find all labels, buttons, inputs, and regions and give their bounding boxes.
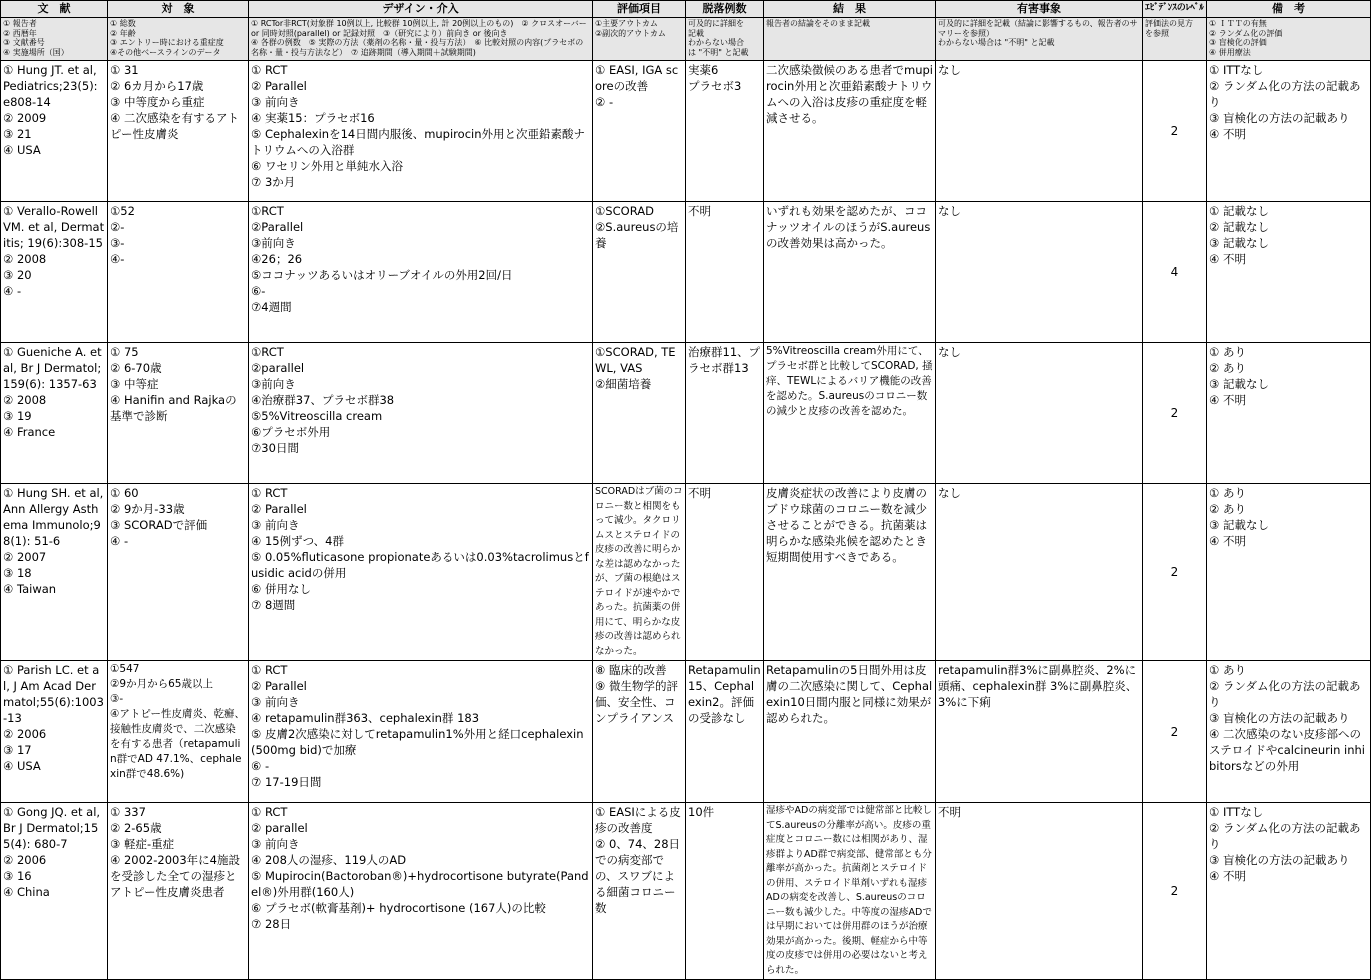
cell-design: [249, 343, 593, 484]
cell-reference-line: ① Gong JQ. et al, Br J Dermatol;155(4): 680-7: [3, 805, 104, 851]
cell-subject-line: ③ 中等症: [110, 377, 159, 391]
cell-design-line: ③ 前向き: [251, 837, 300, 851]
cell-design-line: ③ 前向き: [251, 518, 300, 532]
cell-note: [1207, 803, 1371, 980]
cell-note-line: ③ 記載なし: [1209, 236, 1269, 250]
cell-subject: [108, 484, 249, 661]
cell-level: 2: [1143, 661, 1207, 803]
cell-note-line: ① 記載なし: [1209, 204, 1269, 218]
subheader-line: 評価法の見方: [1145, 19, 1193, 28]
cell-subject: [108, 202, 249, 343]
cell-reference-line: ① Hung JT. et al, Pediatrics;23(5): e808-14: [3, 63, 102, 109]
cell-design-line: ⑥ プラセボ(軟膏基剤)+ hydrocortisone (167人)の比較: [251, 901, 546, 915]
table-row: [1, 343, 1371, 484]
cell-adverse-line: なし: [938, 204, 961, 218]
cell-subject-line: ② 9か月-33歳: [110, 502, 185, 516]
cell-reference-line: ④ USA: [3, 759, 41, 773]
cell-design-line: ⑥ ワセリン外用と単純水入浴: [251, 159, 403, 173]
subheader-note: [1207, 18, 1371, 61]
cell-design-line: ② parallel: [251, 821, 308, 835]
cell-subject: [108, 803, 249, 980]
cell-reference-line: ③ 16: [3, 869, 32, 883]
cell-note: [1207, 61, 1371, 202]
cell-subject-line: ②-: [110, 220, 125, 234]
cell-note-line: ① あり: [1209, 663, 1246, 677]
subheader-line: 記載: [688, 28, 704, 38]
cell-adverse: [936, 343, 1143, 484]
header-dropout: 脱落例数: [686, 1, 764, 18]
cell-design-line: ①RCT: [251, 204, 284, 218]
table-row: [1, 202, 1371, 343]
cell-note-line: ④ 不明: [1209, 252, 1246, 266]
subheader-reference: [1, 18, 108, 61]
cell-note-line: ③ 盲検化の方法の記載あり: [1209, 711, 1350, 725]
cell-level: 4: [1143, 202, 1207, 343]
cell-design-line: ④ 15例ずつ、4群: [251, 534, 344, 548]
subheader-line: ① 報告者: [3, 19, 37, 28]
cell-note-line: ① あり: [1209, 486, 1246, 500]
cell-note-line: ③ 盲検化の方法の記載あり: [1209, 853, 1350, 867]
cell-outcome-line: ② -: [595, 95, 614, 109]
cell-design-line: ⑦30日間: [251, 441, 299, 455]
cell-note-line: ② ランダム化の方法の記載あり: [1209, 821, 1361, 851]
cell-reference-line: ① Verallo-Rowell VM. et al, Dermatitis; 19(6):308-15: [3, 204, 105, 250]
cell-dropout: [686, 803, 764, 980]
cell-design-line: ①RCT: [251, 345, 284, 359]
cell-note: [1207, 661, 1371, 803]
header-note: 備 考: [1207, 1, 1371, 18]
subheader-line: ① RCTor非RCT(対象群 10例以上, 比較群 10例以上, 計 20例以上のもの) ② クロスオーバー or 同時対照(parallel) or 記録対照 ③（研究により）前向き or 後向き: [251, 19, 590, 38]
cell-reference-line: ④ China: [3, 885, 50, 899]
cell-design: [249, 803, 593, 980]
cell-design-line: ③前向き: [251, 377, 296, 391]
cell-design-line: ②parallel: [251, 361, 305, 375]
cell-design-line: ⑤ココナッツあるいはオリーブオイルの外用2回/日: [251, 268, 513, 282]
cell-level: 2: [1143, 343, 1207, 484]
cell-reference-line: ① Parish LC. et al, J Am Acad Dermatol;55(6):1003-13: [3, 663, 104, 725]
cell-outcome-line: SCORADはブ菌のコロニー数と相関をもって減少。タクロリムスとステロイドの皮疹の改善に明らかな差は認めなかったが、ブ菌の根絶はステロイドが速やかであった。抗菌薬の併用にて、明らかな皮疹の改善は認められなかった。: [595, 486, 683, 657]
cell-outcome: [593, 202, 686, 343]
cell-design-line: ④ 実薬15：プラセボ16: [251, 111, 375, 125]
table-row: [1, 484, 1371, 661]
cell-design-line: ④ 208人の湿疹、119人のAD: [251, 853, 407, 867]
subheader-subject: [108, 18, 249, 61]
header-subject: 対 象: [108, 1, 249, 18]
cell-subject-line: ① 60: [110, 486, 139, 500]
cell-subject: [108, 343, 249, 484]
cell-dropout-line: 不明: [688, 204, 711, 218]
cell-design-line: ① RCT: [251, 805, 288, 819]
cell-design-line: ② Parallel: [251, 502, 307, 516]
cell-adverse-line: 不明: [938, 805, 961, 819]
cell-outcome-line: ②S.aureusの培養: [595, 220, 679, 250]
cell-adverse: [936, 202, 1143, 343]
cell-result-line: Retapamulinの5日間外用は皮膚の二次感染に関して、Cephalexin10日間内服と同様に効果が認められた。: [766, 663, 933, 725]
cell-design-line: ④26；26: [251, 252, 303, 266]
cell-design-line: ③ 前向き: [251, 695, 300, 709]
cell-reference-line: ④ France: [3, 425, 56, 439]
cell-reference-line: ④ Taiwan: [3, 582, 57, 596]
cell-result: [764, 661, 936, 803]
cell-design-line: ⑤ Mupirocin(Bactoroban®)+hydrocortisone butyrate(Pandel®)外用群(160人): [251, 869, 589, 899]
cell-design-line: ③前向き: [251, 236, 296, 250]
header-outcome: 評価項目: [593, 1, 686, 18]
cell-note-line: ④ 不明: [1209, 127, 1246, 141]
cell-reference-line: ② 2009: [3, 111, 47, 125]
cell-design-line: ⑦ 28日: [251, 917, 292, 931]
cell-subject-line: ③-: [110, 236, 125, 250]
cell-dropout-line: 治療群11、プラセボ群13: [688, 345, 761, 375]
cell-level: 2: [1143, 484, 1207, 661]
cell-design-line: ⑦ 8週間: [251, 598, 296, 612]
cell-design-line: ① RCT: [251, 486, 288, 500]
cell-level: 2: [1143, 61, 1207, 202]
subheader-dropout: [686, 18, 764, 61]
subheader-line: ④ 各群の例数 ⑤ 実際の方法（薬剤の名称・量・投与方法） ⑥ 比較対照の内容(プラセボの名称・量・投与方法など） ⑦ 追跡期間（導入期間＋試験期間): [251, 38, 584, 57]
cell-subject-line: ① 31: [110, 63, 139, 77]
cell-dropout: [686, 61, 764, 202]
cell-dropout-line: 実薬6: [688, 63, 719, 77]
cell-note-line: ④ 不明: [1209, 393, 1246, 407]
cell-design-line: ① RCT: [251, 663, 288, 677]
cell-design-line: ⑥ 併用なし: [251, 582, 311, 596]
subheader-line: ③ 文献番号: [3, 38, 45, 47]
cell-design-line: ③ 前向き: [251, 95, 300, 109]
table-body: [1, 61, 1371, 980]
header-reference: 文 献: [1, 1, 108, 18]
cell-subject-line: ② 6-70歳: [110, 361, 162, 375]
cell-subject-line: ② 2-65歳: [110, 821, 162, 835]
cell-subject-line: ③ 軽症-重症: [110, 837, 175, 851]
subheader-line: 可及的に詳細を: [688, 19, 744, 28]
cell-design: [249, 484, 593, 661]
subheader-adverse: [936, 18, 1143, 61]
cell-adverse: [936, 803, 1143, 980]
cell-dropout-line: Retapamulin15、Cephalexin2。評価の受診なし: [688, 663, 761, 725]
subheader-line: ① ＩＴＴの有無: [1209, 19, 1267, 28]
cell-subject: [108, 61, 249, 202]
cell-reference-line: ③ 21: [3, 127, 32, 141]
cell-note-line: ② ランダム化の方法の記載あり: [1209, 79, 1361, 109]
cell-result: [764, 61, 936, 202]
table-row: [1, 661, 1371, 803]
cell-subject-line: ①547: [110, 663, 140, 675]
cell-reference: [1, 343, 108, 484]
cell-adverse: [936, 484, 1143, 661]
cell-outcome-line: ①SCORAD, TEWL, VAS: [595, 345, 676, 375]
cell-subject-line: ④ Hanifin and Rajkaの基準で診断: [110, 393, 237, 423]
cell-subject-line: ④アトピー性皮膚炎、乾癬、接触性皮膚炎で、二次感染を有する患者（retapamulin群でAD 47.1%、cephalexin群で48.6%): [110, 708, 245, 780]
cell-result: [764, 803, 936, 980]
cell-note-line: ④ 不明: [1209, 534, 1246, 548]
cell-note-line: ① ITTなし: [1209, 63, 1264, 77]
cell-outcome-line: ① EASIによる皮疹の改善度: [595, 805, 681, 835]
cell-design-line: ⑥プラセボ外用: [251, 425, 331, 439]
cell-note-line: ④ 不明: [1209, 869, 1246, 883]
cell-reference-line: ② 2006: [3, 727, 47, 741]
cell-design-line: ⑤ 皮膚2次感染に対してretapamulin1%外用と経口cephalexin(500mg bid)で加療: [251, 727, 584, 757]
cell-subject-line: ④ 2002-2003年に4施設を受診した全ての湿疹とアトピー性皮膚炎患者: [110, 853, 240, 899]
cell-dropout: [686, 484, 764, 661]
cell-outcome: [593, 343, 686, 484]
cell-reference-line: ③ 17: [3, 743, 32, 757]
cell-outcome-line: ① EASI, IGA scoreの改善: [595, 63, 679, 93]
cell-reference: [1, 61, 108, 202]
subheader-line: ④ 実施場所（国）: [3, 47, 69, 57]
cell-reference-line: ④ -: [3, 284, 22, 298]
cell-design-line: ⑤ 0.05%fluticasone propionateあるいは0.03%tacrolimusとfusidic acidの併用: [251, 550, 589, 580]
subheader-line: ② ランダム化の評価: [1209, 28, 1283, 38]
cell-design-line: ② Parallel: [251, 679, 307, 693]
cell-note-line: ② あり: [1209, 361, 1246, 375]
cell-dropout-line: 不明: [688, 486, 711, 500]
cell-note-line: ④ 二次感染のない皮疹部へのステロイドやcalcineurin inhibitorsなどの外用: [1209, 727, 1365, 773]
cell-reference-line: ① Gueniche A. et al, Br J Dermatol;159(6): 1357-63: [3, 345, 106, 391]
cell-adverse-line: なし: [938, 63, 961, 77]
cell-subject-line: ③-: [110, 693, 124, 705]
cell-adverse: [936, 661, 1143, 803]
cell-outcome-line: ①SCORAD: [595, 204, 654, 218]
subheader-line: ① 総数: [110, 19, 136, 28]
cell-subject-line: ① 337: [110, 805, 146, 819]
cell-design-line: ②Parallel: [251, 220, 304, 234]
table-row: [1, 803, 1371, 980]
cell-subject-line: ②9か月から65歳以上: [110, 678, 213, 690]
cell-design-line: ⑦4週間: [251, 300, 292, 314]
subheader-line: わからない場合は "不明" と記載: [938, 38, 1055, 47]
cell-outcome: [593, 661, 686, 803]
subheader-line: ② 年齢: [110, 28, 136, 38]
cell-adverse-line: なし: [938, 486, 961, 500]
cell-result: [764, 202, 936, 343]
cell-note: [1207, 202, 1371, 343]
cell-note-line: ③ 記載なし: [1209, 377, 1269, 391]
cell-design-line: ② Parallel: [251, 79, 307, 93]
cell-level: 2: [1143, 803, 1207, 980]
cell-note-line: ② 記載なし: [1209, 220, 1269, 234]
cell-design: [249, 661, 593, 803]
cell-note: [1207, 484, 1371, 661]
cell-result-line: 湿疹やADの病変部では健常部と比較してS.aureusの分離率が高い。皮疹の重症度とコロニー数には相関があり、湿疹群よりAD群で病変部、健常部とも分離率が高かった。抗菌剤とステロイドの併用、ステロイド単剤いずれも湿疹ADの病変を改善し、S.aureusのコロニー数も減少した。中等度の湿疹ADでは早期においては併用群のほうが治療効果が高かった。後期、軽症から中等度の皮疹では併用の必要はないと考えられた。: [766, 805, 932, 976]
cell-result-line: いずれも効果を認めたが、ココナッツオイルのほうがS.aureusの改善効果は高かった。: [766, 204, 931, 250]
cell-adverse-line: なし: [938, 345, 961, 359]
cell-reference: [1, 661, 108, 803]
cell-adverse: [936, 61, 1143, 202]
cell-dropout: [686, 343, 764, 484]
header-row: [1, 1, 1371, 18]
cell-design-line: ⑤ Cephalexinを14日間内服後、mupirocin外用と次亜鉛素酸ナトリウムへの入浴群: [251, 127, 585, 157]
cell-design-line: ① RCT: [251, 63, 288, 77]
cell-subject-line: ③ 中等度から重症: [110, 95, 205, 109]
cell-outcome: [593, 484, 686, 661]
cell-outcome: [593, 803, 686, 980]
subheader-line: ④ 併用療法: [1209, 47, 1251, 57]
subheader-line: ② 西暦年: [3, 28, 37, 38]
cell-design-line: ④治療群37、プラセボ群38: [251, 393, 395, 407]
header-result: 結 果: [764, 1, 936, 18]
cell-outcome-line: ⑧ 臨床的改善: [595, 663, 667, 677]
cell-reference-line: ③ 19: [3, 409, 32, 423]
cell-outcome-line: ② 0、74、28日での病変部での、スワブによる細菌コロニー数: [595, 837, 681, 915]
cell-design-line: ⑥-: [251, 284, 266, 298]
cell-note-line: ② あり: [1209, 502, 1246, 516]
cell-result-line: 5%Vitreoscilla cream外用にて、プラセボ群と比較してSCORAD, 掻痒、TEWLによるバリア機能の改善を認めた。S.aureusのコロニー数の減少と皮疹の改善を認めた。: [766, 345, 933, 417]
subheader-line: を参照: [1145, 28, 1169, 38]
cell-dropout: [686, 202, 764, 343]
cell-design-line: ⑦ 17-19日間: [251, 775, 322, 789]
cell-outcome-line: ⑨ 微生物学的評価、安全性、コンプライアンス: [595, 679, 678, 725]
cell-subject-line: ④ -: [110, 534, 129, 548]
cell-note-line: ③ 記載なし: [1209, 518, 1269, 532]
cell-reference-line: ③ 18: [3, 566, 32, 580]
table-row: [1, 61, 1371, 202]
cell-design: [249, 61, 593, 202]
subheader-outcome: [593, 18, 686, 61]
header-design: デザイン・介入: [249, 1, 593, 18]
cell-note-line: ① あり: [1209, 345, 1246, 359]
subheader-line: ④その他ベースラインのデータ: [110, 47, 221, 57]
cell-design-line: ⑥ -: [251, 759, 270, 773]
cell-reference-line: ② 2008: [3, 252, 47, 266]
cell-dropout-line: プラセボ3: [688, 79, 742, 93]
cell-note-line: ① ITTなし: [1209, 805, 1264, 819]
subheader-line: 報告者の結論をそのまま記載: [766, 19, 870, 28]
cell-subject-line: ③ SCORADで評価: [110, 518, 208, 532]
cell-design-line: ⑦ 3か月: [251, 175, 296, 189]
subheader-line: ②副次的アウトカム: [595, 28, 666, 38]
cell-reference-line: ④ USA: [3, 143, 41, 157]
cell-reference-line: ② 2007: [3, 550, 47, 564]
cell-subject-line: ① 75: [110, 345, 139, 359]
cell-outcome: [593, 61, 686, 202]
cell-adverse-line: retapamulin群3%に副鼻腔炎、2%に頭痛、cephalexin群 3%に副鼻腔炎、3%に下痢: [938, 663, 1138, 709]
cell-subject: [108, 661, 249, 803]
cell-subject-line: ①52: [110, 204, 135, 218]
subheader-design: [249, 18, 593, 61]
subheader-line: わからない場合: [688, 38, 744, 47]
cell-reference-line: ② 2008: [3, 393, 47, 407]
cell-note-line: ② ランダム化の方法の記載あり: [1209, 679, 1361, 709]
subheader-line: は "不明" と記載: [688, 47, 749, 57]
cell-note-line: ③ 盲検化の方法の記載あり: [1209, 111, 1350, 125]
subheader-level: [1143, 18, 1207, 61]
cell-design: [249, 202, 593, 343]
cell-reference: [1, 803, 108, 980]
cell-dropout: [686, 661, 764, 803]
cell-reference-line: ③ 20: [3, 268, 32, 282]
cell-result-line: 二次感染徴候のある患者でmupirocin外用と次亜鉛素酸ナトリウムへの入浴は皮疹の重症度を軽減させる。: [766, 63, 933, 125]
cell-subject-line: ④ 二次感染を有するアトピー性皮膚炎: [110, 111, 239, 141]
cell-subject-line: ② 6カ月から17歳: [110, 79, 204, 93]
subheader-line: ③ 盲検化の評価: [1209, 38, 1267, 47]
cell-result: [764, 343, 936, 484]
cell-dropout-line: 10件: [688, 805, 715, 819]
subheader-row: [1, 18, 1371, 61]
cell-design-line: ④ retapamulin群363、cephalexin群 183: [251, 711, 480, 725]
subheader-result: [764, 18, 936, 61]
cell-outcome-line: ②細菌培養: [595, 377, 652, 391]
subheader-line: ③ エントリー時における重症度: [110, 38, 224, 47]
cell-reference: [1, 202, 108, 343]
cell-reference: [1, 484, 111, 661]
cell-subject-line: ④-: [110, 252, 125, 266]
cell-result: [764, 484, 936, 661]
header-adverse: 有害事象: [936, 1, 1143, 18]
cell-reference-line: ② 2006: [3, 853, 47, 867]
cell-result-line: 皮膚炎症状の改善により皮膚のブドウ球菌のコロニー数を減少させることができる。抗菌薬は明らかな感染兆候を認めたとき短期間使用すべきである。: [766, 486, 927, 564]
cell-design-line: ⑤5%Vitreoscilla cream: [251, 409, 383, 423]
header-level: ｴﾋﾞﾃﾞﾝｽのﾚﾍﾞﾙ: [1143, 1, 1207, 18]
cell-reference-line: ① Hung SH. et al, Ann Allergy Asthema Immunolo;98(1): 51-6: [3, 486, 111, 548]
cell-note: [1207, 343, 1371, 484]
subheader-line: ①主要アウトカム: [595, 19, 658, 28]
subheader-line: 可及的に詳細を記載（結論に影響するもの、報告者のサマリーを参照）: [938, 19, 1138, 38]
